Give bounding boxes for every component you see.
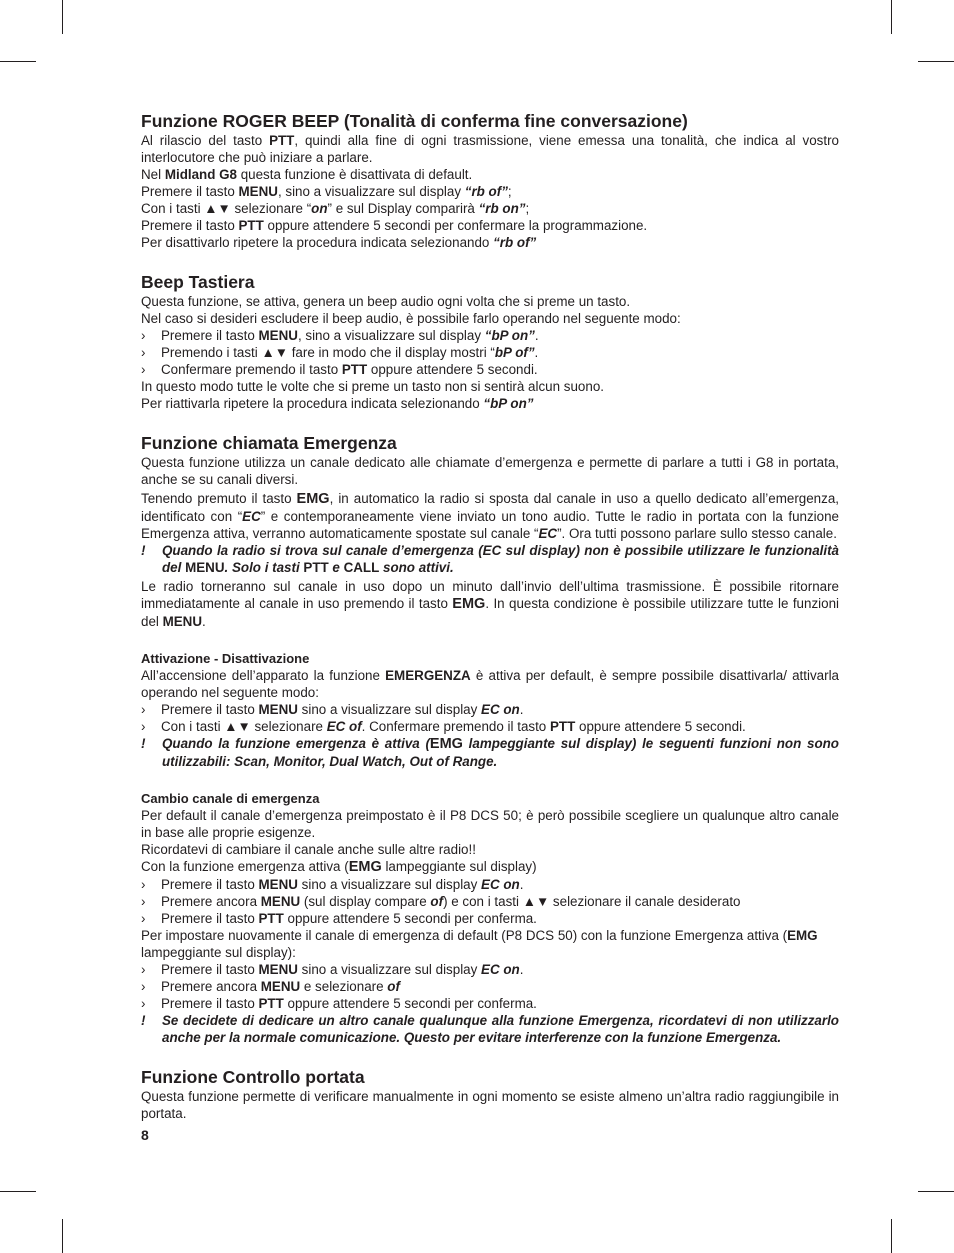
paragraph: All’accensione dell’apparato la funzione EMERGENZA è attiva per default, è sempre possibile disattivarla/ attivarla operando nel seguente modo:	[141, 668, 839, 700]
paragraph: Questa funzione utilizza un canale dedicato alle chiamate d’emergenza e permette di parlare a tutti i G8 in portata, anche se su canali diversi.	[141, 455, 839, 487]
section-title: Beep Tastiera	[141, 272, 255, 292]
paragraph: In questo modo tutte le volte che si preme un tasto non si sentirà alcun suono.	[141, 379, 604, 394]
crop-mark	[0, 1191, 36, 1192]
crop-mark	[891, 0, 892, 34]
section-title: Funzione chiamata Emergenza	[141, 433, 397, 453]
list-item: › Premere il tasto PTT oppure attendere 5 secondi per conferma.	[141, 996, 537, 1011]
crop-mark	[62, 1219, 63, 1253]
crop-mark	[918, 61, 954, 62]
paragraph: Per disattivarlo ripetere la procedura indicata selezionando “rb of”	[141, 235, 537, 250]
paragraph: Premere il tasto MENU, sino a visualizzare sul display “rb of”;	[141, 184, 512, 199]
section-controllo-portata	[141, 1066, 839, 1122]
subsection-title: Cambio canale di emergenza	[141, 791, 320, 806]
paragraph: Questa funzione permette di verificare manualmente in ogni momento se esiste almeno un’altra radio raggiungibile in portata.	[141, 1089, 839, 1121]
paragraph: Nel caso si desideri escludere il beep audio, è possibile farlo operando nel seguente modo:	[141, 311, 681, 326]
section-title: Funzione Controllo portata	[141, 1067, 365, 1087]
list-item: › Confermare premendo il tasto PTT oppure attendere 5 secondi.	[141, 362, 538, 377]
paragraph: Al rilascio del tasto PTT, quindi alla fine di ogni trasmissione, viene emessa una tonalità, che indica al vostro interlocutore che può iniziare a parlare.	[141, 133, 840, 165]
list-item: › Premere il tasto MENU sino a visualizzare sul display EC on.	[141, 702, 524, 717]
paragraph: Per riattivarla ripetere la procedura indicata selezionando “bP on”	[141, 396, 534, 411]
paragraph: Questa funzione, se attiva, genera un beep audio ogni volta che si preme un tasto.	[141, 294, 631, 309]
crop-mark	[891, 1219, 892, 1253]
list-item: › Premere ancora MENU e selezionare of	[141, 979, 400, 994]
warning-note: ! Quando la radio si trova sul canale d’emergenza (EC sul display) non è possibile utilizzare le funzionalità del MENU. Solo i tasti PTT e CALL sono attivi.	[141, 543, 839, 575]
page-content	[141, 110, 839, 1143]
paragraph: Per default il canale d’emergenza preimpostato è il P8 DCS 50; è però possibile scegliere un qualunque altro canale in base alle proprie esigenze.	[141, 808, 839, 840]
section-title: Funzione ROGER BEEP (Tonalità di conferma fine conversazione)	[141, 111, 688, 131]
paragraph: Le radio torneranno sul canale in uso dopo un minuto dall’invio dell’ultima trasmissione. È possibile ritornare immediatamente al canale in uso premendo il tasto EMG. In questa condizione è possibile utilizzare tutte le funzioni del MENU.	[141, 579, 839, 629]
page-number: 8	[141, 1127, 149, 1143]
section-chiamata-emergenza	[141, 432, 839, 630]
list-item: › Premere il tasto MENU sino a visualizzare sul display EC on.	[141, 962, 524, 977]
paragraph: Tenendo premuto il tasto EMG, in automatico la radio si sposta dal canale in uso a quello dedicato all’emergenza, identificato con “EC” e contemporaneamente viene inviato un tono audio. Tutte le radio in portata con la funzione Emergenza attiva, verranno automaticamente spostate sul canale “EC”. Ora tutti possono parlare sullo stesso canale.	[141, 491, 839, 541]
warning-note: ! Quando la funzione emergenza è attiva (EMG lampeggiante sul display) le seguenti funzioni non sono utilizzabili: Scan, Monitor, Dual Watch, Out of Range.	[141, 736, 839, 769]
warning-note: ! Se decidete di dedicare un altro canale qualunque alla funzione Emergenza, ricordatevi di non utilizzarlo anche per la normale comunicazione. Questo per evitare interferenze con la funzione Emergenza.	[141, 1013, 839, 1045]
list-item: › Premere il tasto PTT oppure attendere 5 secondi per conferma.	[141, 911, 537, 926]
section-attivazione	[141, 650, 839, 770]
list-item: › Premendo i tasti ▲▼ fare in modo che il display mostri “bP of”.	[141, 345, 539, 360]
section-roger-beep	[141, 110, 839, 251]
list-item: › Premere ancora MENU (sul display compare of) e con i tasti ▲▼ selezionare il canale desiderato	[141, 894, 741, 909]
paragraph: Con i tasti ▲▼ selezionare “on” e sul Display comparirà “rb on”;	[141, 201, 530, 216]
section-beep-tastiera	[141, 271, 839, 412]
list-item: › Con i tasti ▲▼ selezionare EC of. Confermare premendo il tasto PTT oppure attendere 5 secondi.	[141, 719, 746, 734]
paragraph: Ricordatevi di cambiare il canale anche sulle altre radio!!	[141, 842, 476, 857]
crop-mark	[0, 61, 36, 62]
paragraph: Nel Midland G8 questa funzione è disattivata di default.	[141, 167, 473, 182]
paragraph: Premere il tasto PTT oppure attendere 5 secondi per confermare la programmazione.	[141, 218, 648, 233]
list-item: › Premere il tasto MENU sino a visualizzare sul display EC on.	[141, 877, 524, 892]
crop-mark	[918, 1191, 954, 1192]
crop-mark	[62, 0, 63, 34]
paragraph: Con la funzione emergenza attiva (EMG lampeggiante sul display)	[141, 859, 537, 875]
paragraph: Per impostare nuovamente il canale di emergenza di default (P8 DCS 50) con la funzione Emergenza attiva (EMG lampeggiante sul display):	[141, 928, 818, 960]
section-cambio-canale	[141, 790, 839, 1046]
list-item: › Premere il tasto MENU, sino a visualizzare sul display “bP on”.	[141, 328, 539, 343]
subsection-title: Attivazione - Disattivazione	[141, 651, 310, 666]
